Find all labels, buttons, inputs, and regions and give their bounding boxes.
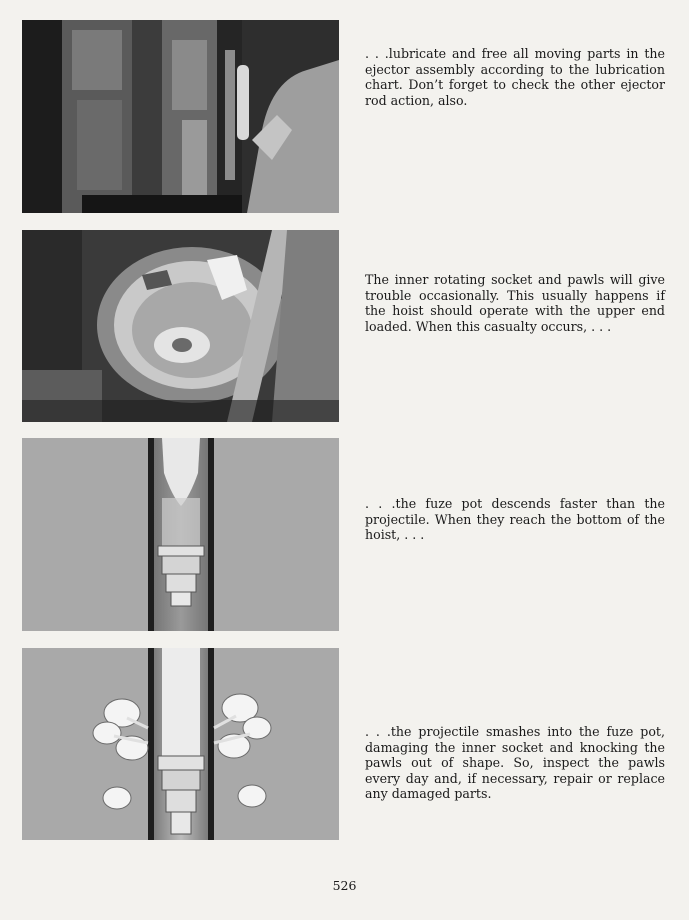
page-number: 526 (332, 878, 357, 893)
projectile-impact-illustration (22, 648, 339, 840)
ejector-assembly-illustration (22, 20, 339, 213)
rotating-socket-illustration (22, 230, 339, 422)
caption-projectile-impact: . . .the projectile smashes into the fuze pot, damaging the inner socket and knocking the pawls out of shape. So, inspect the pawls every day and, if necessary, repair or replace any damaged parts. (365, 724, 665, 802)
photo-rotating-socket (22, 230, 339, 422)
caption-rotating-socket: The inner rotating socket and pawls will give trouble occasionally. This usually happens if the hoist should operate with the upper end loaded. When this casualty occurs, . . . (365, 272, 665, 334)
caption-fuze-pot-descending: . . .the fuze pot descends faster than the projectile. When they reach the bottom of the hoist, . . . (365, 496, 665, 543)
fuze-pot-descending-illustration (22, 438, 339, 631)
caption-ejector-assembly: . . .lubricate and free all moving parts in the ejector assembly according to the lubrication chart. Don’t forget to check the other ejector rod action, also. (365, 46, 665, 108)
drawing-fuze-pot-descending (22, 438, 339, 631)
drawing-projectile-impact (22, 648, 339, 840)
photo-ejector-assembly (22, 20, 339, 213)
